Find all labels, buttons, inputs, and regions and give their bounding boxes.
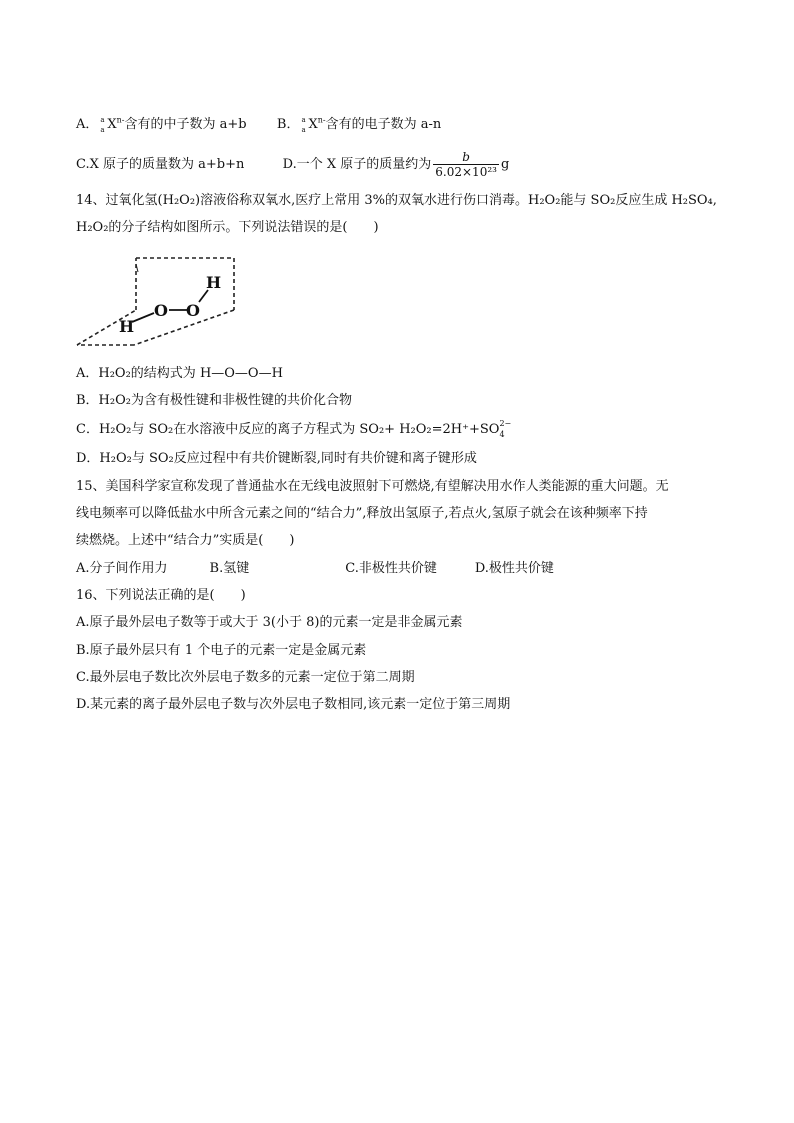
q13-option-b-charge: n- <box>317 115 326 125</box>
q15-option-a: A.分子间作用力 <box>76 561 168 576</box>
atom-o-left: O <box>154 301 168 320</box>
q13-option-b-label: B． <box>276 117 300 132</box>
q13-option-b-symbol: X <box>308 117 318 132</box>
q15-stem-line-1: 15、美国科学家宣称发现了普通盐水在无线电波照射下可燃烧,有望解决用水作人类能源的重大问题。无 <box>76 479 669 494</box>
q13-option-a-text: 含有的中子数为 a+b <box>124 117 247 132</box>
q13-option-a-nuclide: a a <box>100 116 105 134</box>
atom-o-right: O <box>186 301 200 320</box>
q13-option-d-fraction: $\frac{b}{\text{6.02×10²³}}$ <box>435 150 497 179</box>
q15-options <box>76 560 554 578</box>
q13-option-b-text: 含有的电子数为 a-n <box>325 117 442 132</box>
q13-option-a-label: A． <box>76 117 99 132</box>
q13-options-ab <box>76 116 441 134</box>
q16-option-c: C.最外层电子数比次外层电子数多的元素一定位于第二周期 <box>76 670 415 685</box>
q14-option-c <box>76 419 512 439</box>
q13-option-b-nuclide: a a <box>301 116 306 134</box>
q14-stem-line-2: H₂O₂的分子结构如图所示。下列说法错误的是( ) <box>76 220 379 235</box>
q14-stem-line-1: 14、过氧化氢(H₂O₂)溶液俗称双氧水,医疗上常用 3%的双氧水进行伤口消毒。H₂O₂能与 SO₂反应生成 H₂SO₄, <box>76 193 717 208</box>
q16-option-a: A.原子最外层电子数等于或大于 3(小于 8)的元素一定是非金属元素 <box>76 615 463 630</box>
q14-option-b: B．H₂O₂为含有极性键和非极性键的共价化合物 <box>76 393 352 408</box>
atom-h-left: H <box>119 317 135 336</box>
q14-option-c-text: C．H₂O₂与 SO₂在水溶液中反应的离子方程式为 SO₂+ H₂O₂=2H⁺+SO <box>76 422 500 437</box>
q15-option-d: D.极性共价键 <box>474 561 554 576</box>
q14-option-c-sulfate-script: 2− 4 <box>499 419 512 439</box>
q13-option-c: C.X 原子的质量数为 a+b+n <box>76 157 245 172</box>
q15-stem-line-2: 线电频率可以降低盐水中所含元素之间的“结合力”,释放出氢原子,若点火,氢原子就会在该种频率下持 <box>76 506 648 521</box>
q16-option-b: B.原子最外层只有 1 个电子的元素一定是金属元素 <box>76 643 367 658</box>
q14-option-a: A．H₂O₂的结构式为 H—O—O—H <box>76 366 283 381</box>
q15-option-c: C.非极性共价键 <box>345 561 437 576</box>
q14-option-d: D．H₂O₂与 SO₂反应过程中有共价键断裂,同时有共价键和离子键形成 <box>76 451 477 466</box>
q13-option-a-charge: n- <box>116 115 125 125</box>
q13-option-d: D.一个 X 原子的质量约为 <box>282 157 432 172</box>
atom-h-right: H <box>206 273 222 292</box>
q13-option-a-symbol: X <box>107 117 117 132</box>
q15-option-b: B.氢键 <box>209 561 250 576</box>
q13-options-cd <box>76 150 509 179</box>
h2o2-structure-diagram <box>74 250 254 350</box>
q13-option-d-unit: g <box>500 157 510 172</box>
q16-stem: 16、下列说法正确的是( ) <box>76 588 246 603</box>
q16-option-d: D.某元素的离子最外层电子数与次外层电子数相同,该元素一定位于第三周期 <box>76 697 511 712</box>
bond-h-o-left <box>132 313 154 322</box>
q15-stem-line-3: 续燃烧。上述中“结合力”实质是( ) <box>76 533 295 548</box>
